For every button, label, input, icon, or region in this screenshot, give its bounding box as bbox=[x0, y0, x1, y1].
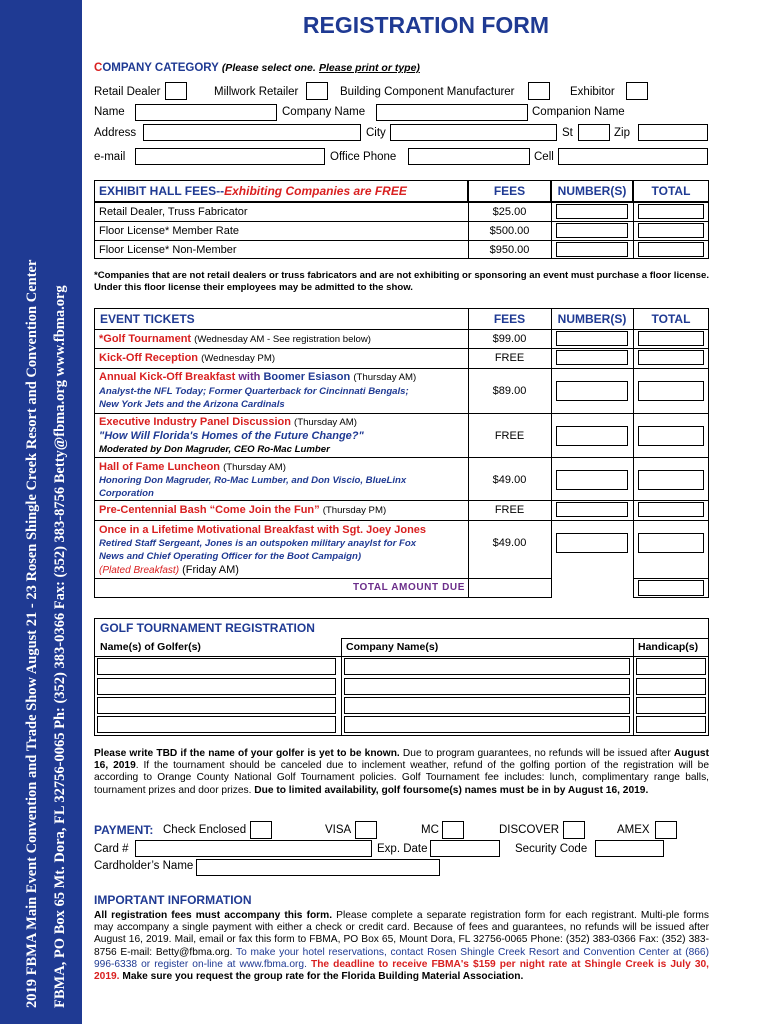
event-fee: $99.00 bbox=[492, 333, 527, 345]
option-exhibitor-label: Exhibitor bbox=[570, 86, 615, 98]
exhibit-fees-label: FEES bbox=[493, 184, 526, 198]
golf-company-input[interactable] bbox=[344, 658, 630, 675]
cell-field[interactable] bbox=[558, 148, 708, 165]
event-fee: FREE bbox=[494, 430, 525, 442]
events-total-label: TOTAL bbox=[651, 312, 691, 326]
handicap-input[interactable] bbox=[636, 697, 706, 714]
event-desc: Moderated by Don Magruder, CEO Ro-Mac Lumber bbox=[99, 444, 330, 455]
city-field[interactable] bbox=[390, 124, 557, 141]
exhibit-total-label: TOTAL bbox=[651, 184, 691, 198]
option-millwork-label: Millwork Retailer bbox=[214, 86, 299, 98]
category-heading: COMPANY CATEGORY (Please select one. Please print or type) bbox=[94, 62, 420, 74]
handicap-input[interactable] bbox=[636, 658, 706, 675]
exp-date-label: Exp. Date bbox=[377, 843, 428, 855]
exhibit-row-label: Floor License* Member Rate bbox=[99, 225, 240, 237]
total-amount-due-field[interactable] bbox=[638, 580, 704, 596]
zip-field[interactable] bbox=[638, 124, 708, 141]
event-hall-of-fame: Hall of Fame Luncheon (Thursday AM) bbox=[99, 461, 286, 473]
important-info-heading: IMPORTANT INFORMATION bbox=[94, 893, 252, 907]
email-label: e-mail bbox=[94, 151, 126, 163]
event-centennial-bash: Pre-Centennial Bash “Come Join the Fun” (Thursday PM) bbox=[99, 504, 387, 516]
retail-dealer-checkbox[interactable] bbox=[165, 82, 187, 100]
exhibit-heading: EXHIBIT HALL FEES--Exhibiting Companies are FREE bbox=[99, 184, 407, 198]
check-enclosed-label: Check Enclosed bbox=[163, 824, 247, 836]
mc-checkbox[interactable] bbox=[442, 821, 464, 839]
exhibit-total-input[interactable] bbox=[638, 204, 704, 219]
event-desc: Corporation bbox=[99, 488, 154, 499]
company-name-label: Company Name bbox=[282, 106, 366, 118]
city-label: City bbox=[366, 127, 386, 139]
event-total-input[interactable] bbox=[638, 331, 704, 346]
event-total-input[interactable] bbox=[638, 470, 704, 490]
events-number-label: NUMBER(S) bbox=[557, 312, 627, 326]
exhibit-row-fee: $25.00 bbox=[492, 206, 527, 218]
name-field[interactable] bbox=[135, 104, 277, 121]
page-title: REGISTRATION FORM bbox=[302, 12, 550, 38]
security-code-field[interactable] bbox=[595, 840, 664, 857]
events-fees-label: FEES bbox=[493, 312, 526, 326]
card-number-label: Card # bbox=[94, 843, 129, 855]
event-number-input[interactable] bbox=[556, 350, 628, 365]
golf-company-input[interactable] bbox=[344, 678, 630, 695]
event-number-input[interactable] bbox=[556, 470, 628, 490]
events-heading: EVENT TICKETS bbox=[100, 312, 195, 326]
companion-name-label: Companion Name bbox=[532, 106, 625, 118]
event-kickoff-reception: Kick-Off Reception (Wednesday PM) bbox=[99, 352, 276, 364]
address-label: Address bbox=[94, 127, 137, 139]
event-total-input[interactable] bbox=[638, 381, 704, 401]
visa-checkbox[interactable] bbox=[355, 821, 377, 839]
state-field[interactable] bbox=[578, 124, 610, 141]
event-executive-panel: Executive Industry Panel Discussion (Thursday AM) bbox=[99, 416, 357, 428]
golf-company-label: Company Name(s) bbox=[346, 641, 439, 653]
event-number-input[interactable] bbox=[556, 331, 628, 346]
golf-policy-note: Please write TBD if the name of your golfer is yet to be known. Due to program guarantees, no refunds will be issued after August 16, 2019. If the tournament should be canceled due to inclement weather, refund of the golfing portion of the registration will be according to Orange County National Golf Tournament policies. Golf Tournament fee includes: lunch, complimentary range balls, tournament prizes and door prizes. Due to limited availability, golf foursome(s) names must be in by August 16, 2019. bbox=[94, 748, 710, 796]
golfer-name-input[interactable] bbox=[97, 716, 336, 733]
exhibit-total-input[interactable] bbox=[638, 223, 704, 238]
event-details-line: 2019 FBMA Main Event Convention and Trade Show August 21 - 23 Rosen Shingle Creek Resort and Convention Center bbox=[24, 259, 40, 1008]
event-desc: New York Jets and the Arizona Cardinals bbox=[99, 399, 285, 410]
event-desc: Honoring Don Magruder, Ro-Mac Lumber, and Don Viscio, BlueLinx bbox=[99, 475, 407, 486]
payment-heading: PAYMENT: bbox=[94, 823, 154, 837]
cardholder-name-field[interactable] bbox=[196, 859, 440, 876]
exhibit-row-fee: $950.00 bbox=[489, 244, 530, 256]
event-fee: $49.00 bbox=[492, 537, 527, 549]
event-motivational-breakfast: Once in a Lifetime Motivational Breakfast with Sgt. Joey Jones bbox=[99, 524, 427, 536]
office-phone-field[interactable] bbox=[408, 148, 530, 165]
visa-label: VISA bbox=[325, 824, 352, 836]
handicap-label: Handicap(s) bbox=[638, 641, 699, 653]
total-amount-due-label: TOTAL AMOUNT DUE bbox=[352, 582, 465, 593]
office-phone-label: Office Phone bbox=[330, 151, 397, 163]
important-info-text: All registration fees must accompany this form. Please complete a separate registration form for each registrant. Multi-ple forms may accompany a single payment with either a check or credit card. Because of fees and guarantees, no refunds will be issued after August 16, 2019. Mail, email or fax this form to FBMA, PO Box 65, Mount Dora, FL 32756-0065 Phone: (352) 383-0366 Fax: (352) 383-8756 E-mail: Betty@fbma.org. To make your hotel reservations, contact Rosen Shingle Creek Resort and Convention Center at (866) 996-6338 or register on-line at www.fbma.org. The deadline to receive FBMA's $159 per night rate at Shingle Creek is July 30, 2019. Make sure you request the group rate for the Florida Building Material Association. bbox=[94, 910, 709, 983]
event-number-input[interactable] bbox=[556, 381, 628, 401]
golfer-name-input[interactable] bbox=[97, 678, 336, 695]
bcm-checkbox[interactable] bbox=[528, 82, 550, 100]
exhibit-number-input[interactable] bbox=[556, 204, 628, 219]
golfer-name-input[interactable] bbox=[97, 658, 336, 675]
event-desc: Retired Staff Sergeant, Jones is an outspoken military anaylst for Fox bbox=[99, 538, 417, 549]
event-fee: FREE bbox=[494, 504, 525, 516]
discover-label: DISCOVER bbox=[499, 824, 560, 836]
floor-license-footnote: *Companies that are not retail dealers or truss fabricators and are not exhibiting or sponsoring an event must purchase a floor license. Under this floor license their employees may be admitted to the show. bbox=[94, 270, 709, 294]
event-number-input[interactable] bbox=[556, 502, 628, 517]
state-label: St bbox=[562, 127, 573, 139]
golfer-names-label: Name(s) of Golfer(s) bbox=[100, 641, 201, 653]
event-total-input[interactable] bbox=[638, 502, 704, 517]
option-retail-dealer-label: Retail Dealer bbox=[94, 86, 161, 98]
golf-company-input[interactable] bbox=[344, 697, 630, 714]
exhibit-total-input[interactable] bbox=[638, 242, 704, 257]
exhibit-row-fee: $500.00 bbox=[489, 225, 530, 237]
event-number-input[interactable] bbox=[556, 426, 628, 446]
cardholder-name-label: Cardholder’s Name bbox=[94, 860, 194, 872]
exhibit-number-label: NUMBER(S) bbox=[557, 184, 627, 198]
zip-label: Zip bbox=[614, 127, 630, 139]
exp-date-field[interactable] bbox=[430, 840, 500, 857]
exhibit-row-label: Floor License* Non-Member bbox=[99, 244, 237, 256]
handicap-input[interactable] bbox=[636, 716, 706, 733]
event-fee: FREE bbox=[494, 352, 525, 364]
millwork-checkbox[interactable] bbox=[306, 82, 328, 100]
golfer-name-input[interactable] bbox=[97, 697, 336, 714]
address-field[interactable] bbox=[143, 124, 361, 141]
discover-checkbox[interactable] bbox=[563, 821, 585, 839]
email-field[interactable] bbox=[135, 148, 325, 165]
event-number-input[interactable] bbox=[556, 533, 628, 553]
exhibit-number-input[interactable] bbox=[556, 223, 628, 238]
exhibit-row-label: Retail Dealer, Truss Fabricator bbox=[99, 206, 248, 218]
sidebar-banner bbox=[0, 0, 82, 1024]
amex-label: AMEX bbox=[617, 824, 650, 836]
event-total-input[interactable] bbox=[638, 533, 704, 553]
event-kickoff-breakfast: Annual Kick-Off Breakfast with Boomer Esiason (Thursday AM) bbox=[99, 371, 417, 383]
amex-checkbox[interactable] bbox=[655, 821, 677, 839]
check-enclosed-checkbox[interactable] bbox=[250, 821, 272, 839]
event-golf-tournament: *Golf Tournament (Wednesday AM - See registration below) bbox=[99, 333, 371, 345]
exhibitor-checkbox[interactable] bbox=[626, 82, 648, 100]
name-label: Name bbox=[94, 106, 125, 118]
golf-company-input[interactable] bbox=[344, 716, 630, 733]
event-desc: News and Chief Operating Officer for the Boot Campaign) bbox=[99, 551, 362, 562]
event-fee: $89.00 bbox=[492, 385, 527, 397]
golf-heading: GOLF TOURNAMENT REGISTRATION bbox=[100, 621, 315, 635]
exhibit-number-input[interactable] bbox=[556, 242, 628, 257]
event-total-input[interactable] bbox=[638, 426, 704, 446]
contact-details-line: FBMA, PO Box 65 Mt. Dora, FL 32756-0065 Ph: (352) 383-0366 Fax: (352) 383-8756 Betty@fbma.org www.fbma.org bbox=[52, 285, 68, 1008]
event-total-input[interactable] bbox=[638, 350, 704, 365]
cell-label: Cell bbox=[534, 151, 554, 163]
mc-label: MC bbox=[421, 824, 439, 836]
option-bcm-label: Building Component Manufacturer bbox=[340, 86, 515, 98]
handicap-input[interactable] bbox=[636, 678, 706, 695]
company-name-field[interactable] bbox=[376, 104, 528, 121]
event-desc: "How Will Florida's Homes of the Future Change?" bbox=[99, 430, 364, 442]
card-number-field[interactable] bbox=[135, 840, 372, 857]
event-desc: (Plated Breakfast) (Friday AM) bbox=[99, 564, 239, 576]
event-desc: Analyst-the NFL Today; Former Quarterback for Cincinnati Bengals; bbox=[99, 386, 409, 397]
event-fee: $49.00 bbox=[492, 474, 527, 486]
security-code-label: Security Code bbox=[515, 843, 588, 855]
